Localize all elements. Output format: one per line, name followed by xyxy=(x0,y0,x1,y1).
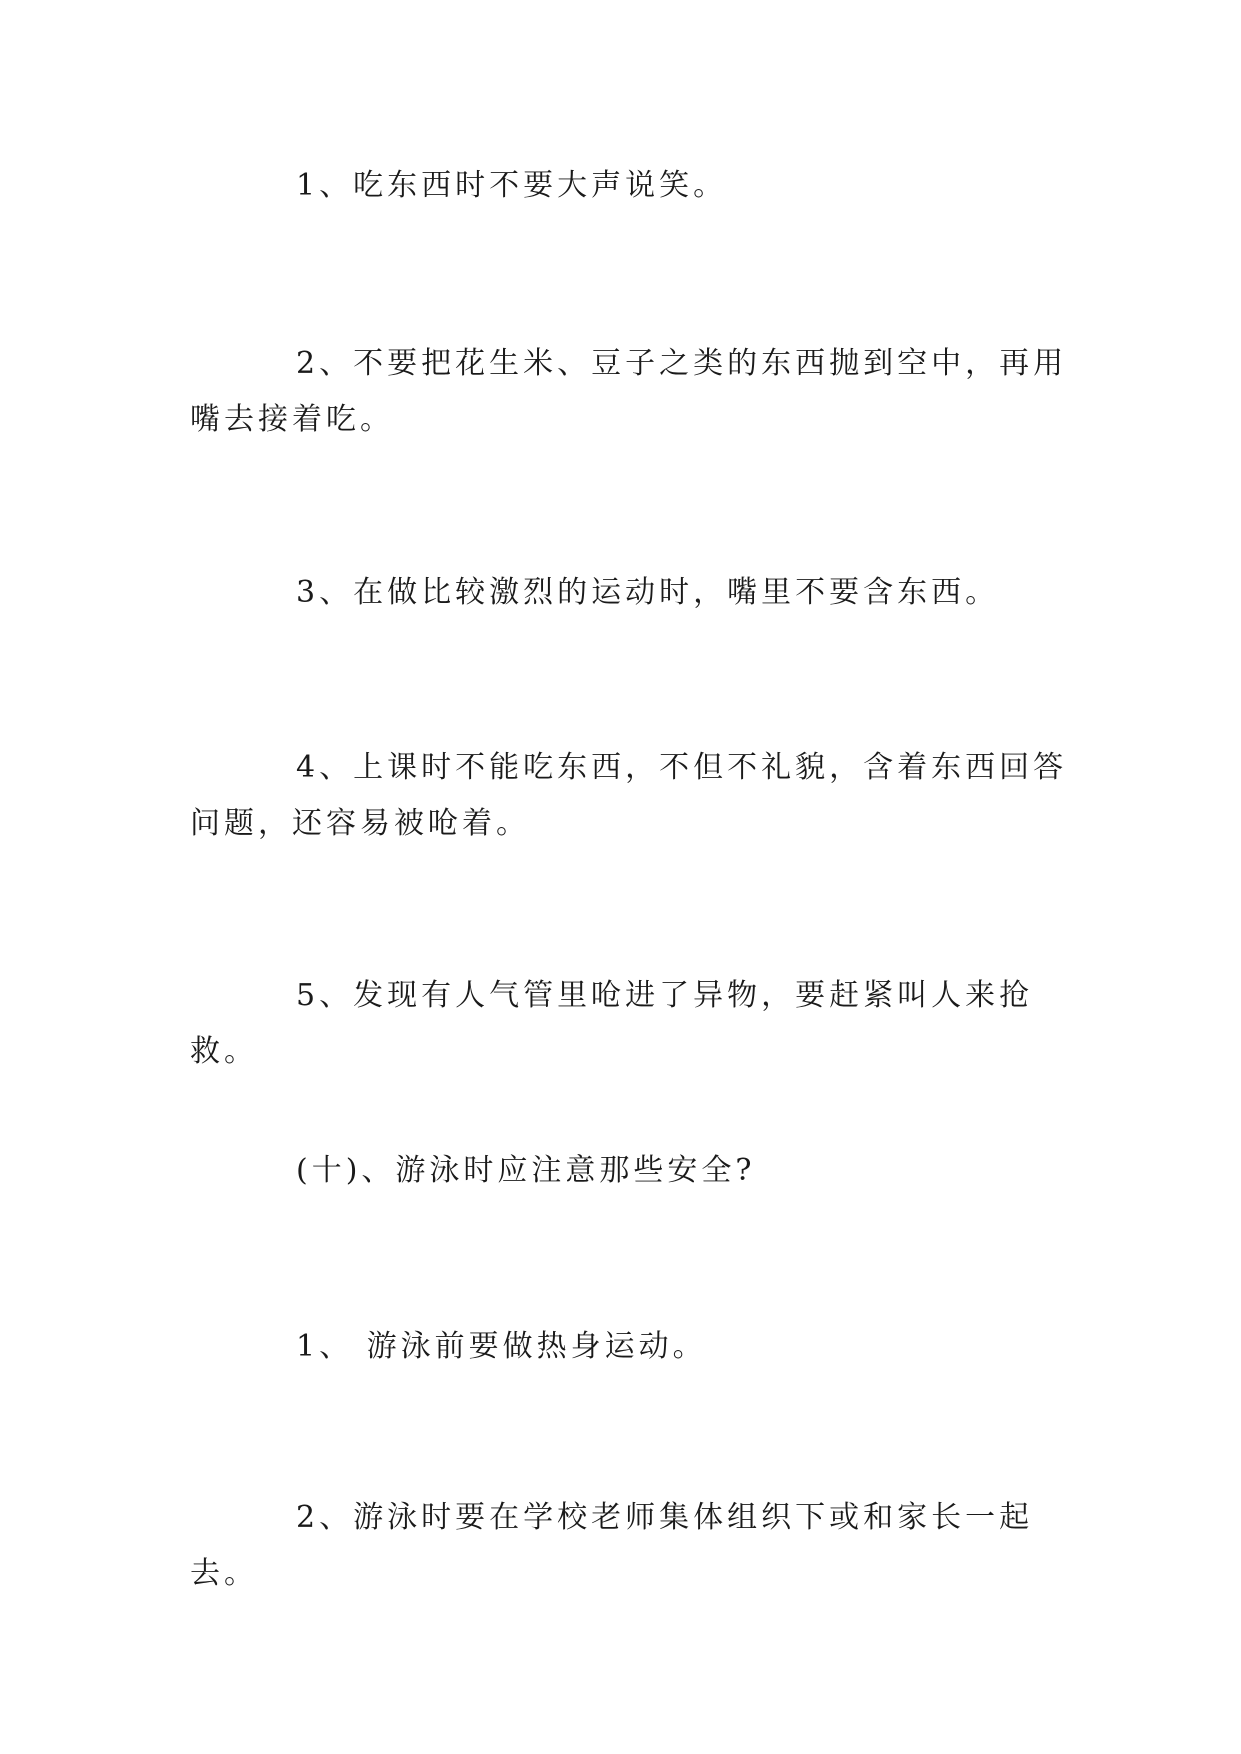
paragraph-item-2: 2、不要把花生米、豆子之类的东西抛到空中，再用嘴去接着吃。 xyxy=(190,346,1068,437)
section-heading: (十)、游泳时应注意那些安全? xyxy=(296,1153,756,1188)
paragraph-item-3: 3、在做比较激烈的运动时，嘴里不要含东西。 xyxy=(296,575,1000,610)
paragraph-item-1: 1、吃东西时不要大声说笑。 xyxy=(296,168,728,203)
paragraph-item-6: 1、 游泳前要做热身运动。 xyxy=(296,1329,707,1364)
paragraph-item-5: 5、发现有人气管里呛进了异物，要赶紧叫人来抢救。 xyxy=(190,978,1034,1069)
paragraph-item-7: 2、游泳时要在学校老师集体组织下或和家长一起去。 xyxy=(190,1500,1034,1591)
paragraph-item-4: 4、上课时不能吃东西，不但不礼貌，含着东西回答问题，还容易被呛着。 xyxy=(190,750,1068,841)
